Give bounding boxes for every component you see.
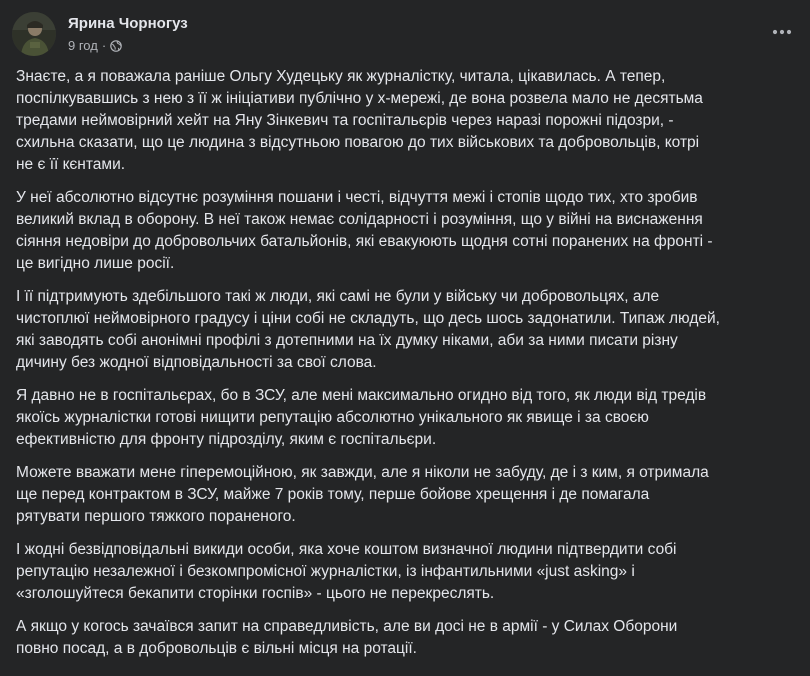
post-body <box>16 66 796 671</box>
avatar[interactable] <box>12 12 56 56</box>
more-options-button[interactable] <box>768 20 796 44</box>
post-paragraph: Можете вважати мене гіперемоційною, як завжди, але я ніколи не забуду, де і з ким, я отримала ще перед контрактом в ЗСУ, майже 7 років тому, перше бойове хрещення і де помагала рятувати першого тяжкого пораненого. <box>16 464 709 525</box>
post-timestamp[interactable]: 9 год <box>68 38 98 53</box>
avatar-image <box>12 12 56 56</box>
globe-icon[interactable] <box>110 40 122 52</box>
post-paragraph: У неї абсолютно відсутнє розуміння пошани і честі, відчуття межі і стопів щодо тих, хто зробив великий вклад в оборону. В неї також немає солідарності і розуміння, що у війні на виснаження сіяння недовіри до добровольчих батальйонів, які евакуюють щодня сотні поранених на фронті - це вигідно лише росії. <box>16 189 713 272</box>
author-name[interactable]: Ярина Чорногуз <box>68 15 188 32</box>
post-paragraph: І її підтримують здебільшого такі ж люди, які самі не були у війську чи добровольцях, але чистоплюї неймовірного градусу і ціни собі не складуть, що десь шось задонатили. Типаж людей, які заводять собі анонімні профілі з дотепними на їх думку ніками, аби за ними писати різну дичину без жодної відповідальності за свої слова. <box>16 288 720 371</box>
post-header <box>12 12 798 60</box>
post-paragraph: І жодні безвідповідальні викиди особи, яка хоче коштом визначної людини підтвердити собі репутацію незалежної і безкомпромісної журналістки, із інфантильними «just asking» і «зголошуйтеся бекапити сторінки госпів» - цього не перекреслять. <box>16 541 677 602</box>
post-meta <box>68 38 122 53</box>
post-paragraph: Я давно не в госпітальєрах, бо в ЗСУ, але мені максимально огидно від того, як люди від тредів якоїсь журналістки готові нищити репутацію абсолютно унікального як явище і за своєю ефективністю для фронту підрозділу, яким є госпітальєри. <box>16 387 707 448</box>
post-paragraph: А якщо у когось зачаївся запит на справедливість, але ви досі не в армії - у Силах Оборони повно посад, а в добровольців є вільні місця на ротації. <box>16 618 678 657</box>
meta-separator: · <box>101 38 107 53</box>
more-horizontal-icon <box>772 29 792 35</box>
post-paragraph: Знаєте, а я поважала раніше Ольгу Худецьку як журналістку, читала, цікавилась. А тепер, поспілкувавшись з нею з її ж ініціативи публічно у х-мережі, де вона розвела мало не десятьма тредами неймовірний хейт на Яну Зінкевич та госпітальєрів через наразі порожні підозри, - схильна сказати, що це людина з відсутньою повагою до тих військових та добровольців, котрі не є її кєнтами. <box>16 68 703 173</box>
